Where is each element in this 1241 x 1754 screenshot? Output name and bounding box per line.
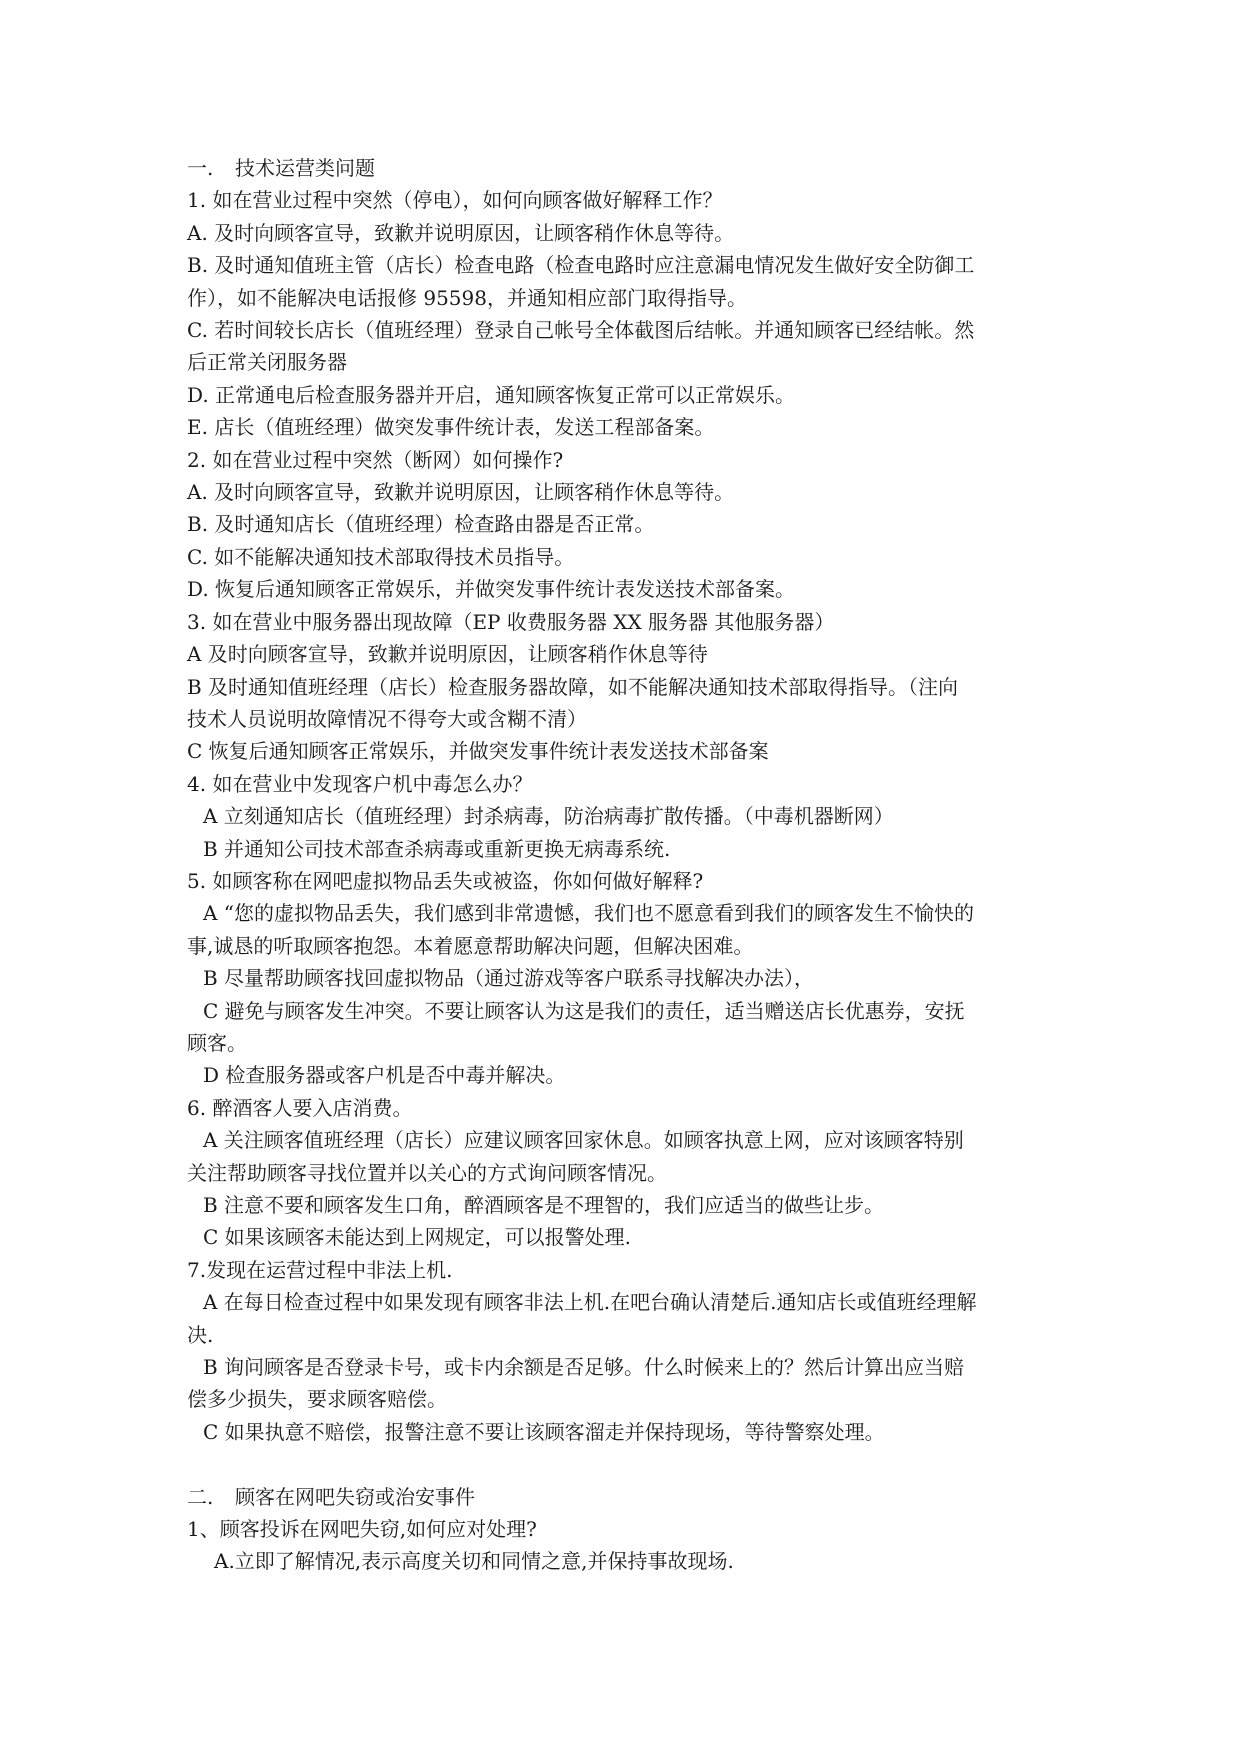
text-line: 3. 如在营业中服务器出现故障（EP 收费服务器 XX 服务器 其他服务器） bbox=[187, 609, 835, 634]
text-line: A 关注顾客值班经理（店长）应建议顾客回家休息。如顾客执意上网，应对该顾客特别 bbox=[203, 1128, 964, 1153]
section-2-body bbox=[187, 1513, 1067, 1578]
text-line: A.立即了解情况,表示高度关切和同情之意,并保持事故现场. bbox=[214, 1549, 734, 1574]
text-line: C 恢复后通知顾客正常娱乐，并做突发事件统计表发送技术部备案 bbox=[187, 739, 769, 764]
text-line: C. 若时间较长店长（值班经理）登录自己帐号全体截图后结帐。并通知顾客已经结帐。然 bbox=[187, 318, 975, 343]
text-line: D. 恢复后通知顾客正常娱乐，并做突发事件统计表发送技术部备案。 bbox=[187, 577, 796, 602]
text-line: 4. 如在营业中发现客户机中毒怎么办？ bbox=[187, 771, 533, 796]
text-line: B 注意不要和顾客发生口角，醉酒顾客是不理智的，我们应适当的做些让步。 bbox=[203, 1193, 885, 1217]
text-line: A. 及时向顾客宣导，致歉并说明原因，让顾客稍作休息等待。 bbox=[187, 220, 735, 245]
text-line: C 避免与顾客发生冲突。不要让顾客认为这是我们的责任，适当赠送店长优惠券，安抚 bbox=[203, 998, 965, 1023]
text-line: 偿多少损失，要求顾客赔偿。 bbox=[187, 1387, 447, 1412]
text-line: A 在每日检查过程中如果发现有顾客非法上机.在吧台确认清楚后.通知店长或值班经理解 bbox=[203, 1290, 977, 1315]
text-line: 后正常关闭服务器 bbox=[187, 350, 347, 375]
text-line: E. 店长（值班经理）做突发事件统计表，发送工程部备案。 bbox=[187, 415, 715, 440]
section-spacer bbox=[187, 1448, 1067, 1480]
section-2-number: 二. bbox=[187, 1484, 214, 1509]
section-2-heading bbox=[187, 1481, 1067, 1513]
text-line: A 及时向顾客宣导，致歉并说明原因，让顾客稍作休息等待 bbox=[187, 642, 708, 667]
text-line: 作），如不能解决电话报修 95598，并通知相应部门取得指导。 bbox=[187, 285, 747, 310]
section-1-body bbox=[187, 184, 1067, 1448]
text-line: 决. bbox=[187, 1322, 214, 1347]
text-line: 顾客。 bbox=[187, 1030, 247, 1055]
text-line: A 立刻通知店长（值班经理）封杀病毒，防治病毒扩散传播。（中毒机器断网） bbox=[203, 804, 894, 829]
text-line: C 如果执意不赔偿，报警注意不要让该顾客溜走并保持现场，等待警察处理。 bbox=[203, 1419, 885, 1444]
text-line: 5. 如顾客称在网吧虚拟物品丢失或被盗，你如何做好解释? bbox=[187, 868, 704, 893]
text-line: C 如果该顾客未能达到上网规定，可以报警处理. bbox=[203, 1225, 632, 1250]
text-line: 2. 如在营业过程中突然（断网）如何操作? bbox=[187, 447, 564, 472]
text-line: B 并通知公司技术部查杀病毒或重新更换无病毒系统. bbox=[203, 836, 671, 861]
section-1-number: 一. bbox=[187, 156, 214, 180]
text-line: 关注帮助顾客寻找位置并以关心的方式询问顾客情况。 bbox=[187, 1160, 667, 1185]
text-line: B. 及时通知值班主管（店长）检查电路（检查电路时应注意漏电情况发生做好安全防御工 bbox=[187, 253, 975, 278]
text-line: C. 如不能解决通知技术部取得技术员指导。 bbox=[187, 544, 575, 569]
section-1-heading bbox=[187, 152, 1067, 184]
text-line: 事,诚恳的听取顾客抱怨。本着愿意帮助解决问题，但解决困难。 bbox=[187, 933, 754, 958]
text-line: 7.发现在运营过程中非法上机. bbox=[187, 1257, 453, 1282]
text-line: D 检查服务器或客户机是否中毒并解决。 bbox=[203, 1063, 566, 1088]
section-1-title: 技术运营类问题 bbox=[235, 156, 375, 180]
text-line: B 尽量帮助顾客找回虚拟物品（通过游戏等客户联系寻找解决办法）， bbox=[203, 966, 815, 991]
text-line: 6. 醉酒客人要入店消费。 bbox=[187, 1095, 413, 1120]
text-line: A. 及时向顾客宣导，致歉并说明原因，让顾客稍作休息等待。 bbox=[187, 480, 735, 505]
text-line: 1、顾客投诉在网吧失窃,如何应对处理? bbox=[187, 1517, 537, 1542]
text-line: B 询问顾客是否登录卡号，或卡内余额是否足够。什么时候来上的？然后计算出应当赔 bbox=[203, 1355, 965, 1380]
section-2-title: 顾客在网吧失窃或治安事件 bbox=[235, 1484, 475, 1509]
text-line: A “您的虚拟物品丢失，我们感到非常遗憾，我们也不愿意看到我们的顾客发生不愉快的 bbox=[203, 901, 975, 926]
document-page bbox=[187, 152, 1067, 1578]
text-line: B 及时通知值班经理（店长）检查服务器故障，如不能解决通知技术部取得指导。（注向 bbox=[187, 674, 959, 699]
text-line: 1. 如在营业过程中突然（停电），如何向顾客做好解释工作？ bbox=[187, 188, 723, 213]
text-line: 技术人员说明故障情况不得夸大或含糊不清） bbox=[187, 706, 587, 731]
text-line: D. 正常通电后检查服务器并开启，通知顾客恢复正常可以正常娱乐。 bbox=[187, 382, 796, 407]
text-line: B. 及时通知店长（值班经理）检查路由器是否正常。 bbox=[187, 512, 655, 537]
